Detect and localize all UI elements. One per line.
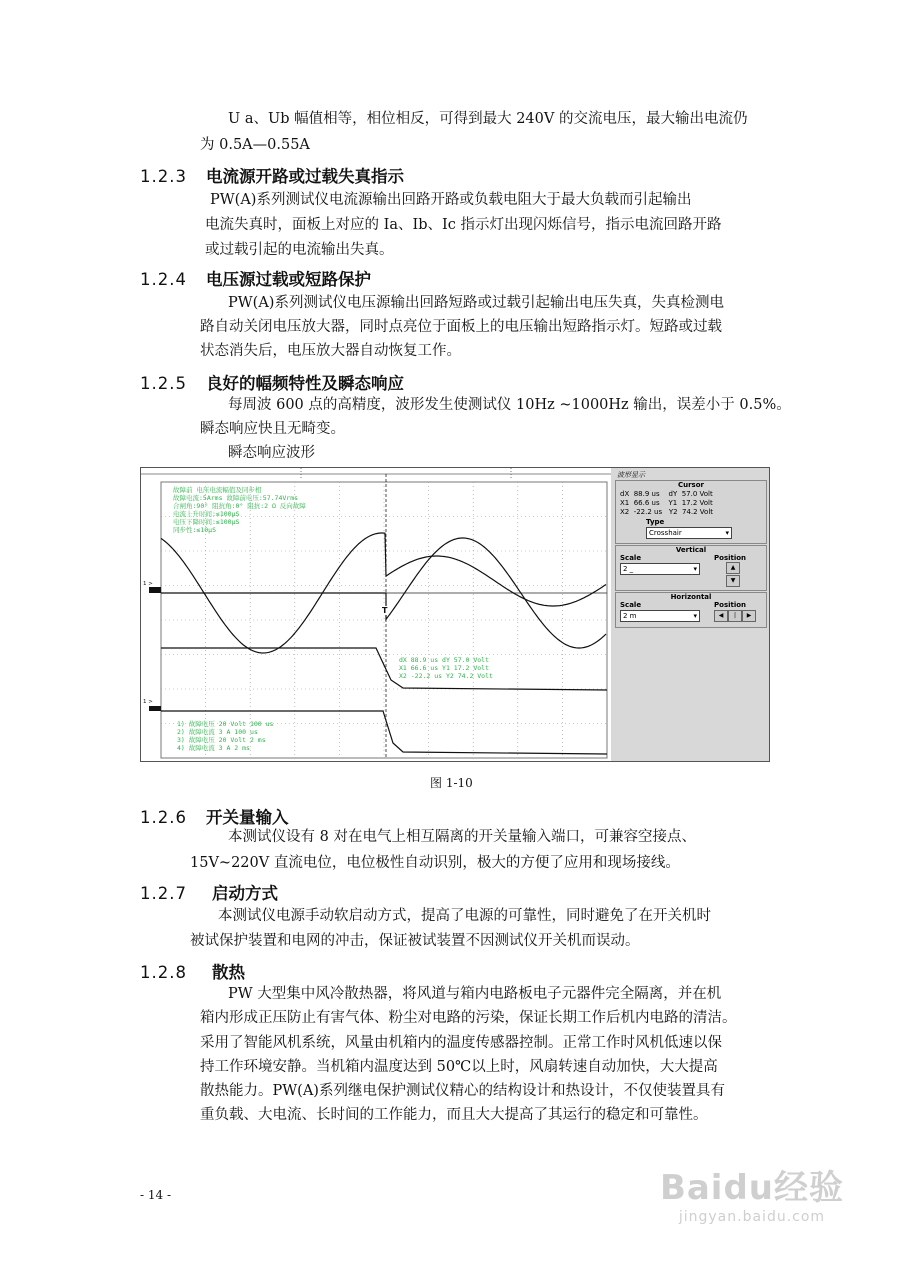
cursor-row: X2 -22.2 us Y2 74.2 Volt	[620, 508, 714, 516]
paragraph-line: 每周波 600 点的高精度，波形发生使测试仪 10Hz ~1000Hz 输出，误差小于 0.5%。	[228, 397, 791, 413]
cursor-row: X1 66.6 us Y1 17.2 Volt	[620, 499, 713, 507]
type-select[interactable]: Crosshair ▾	[646, 527, 732, 539]
scope-info-line: 同步性:≤10μS	[173, 526, 216, 534]
h-scale-select[interactable]: 2 m ▾	[620, 610, 700, 622]
scope-cursor-readout	[399, 656, 493, 680]
cursor-row: dX 88.9 us dY 57.0 Volt	[620, 490, 713, 498]
section-title: 电流源开路或过载失真指示	[206, 167, 404, 186]
scope-info-line: 故障前 电压电流幅值及同步相	[173, 486, 262, 494]
paragraph-line: 或过载引起的电流输出失真。	[205, 242, 394, 258]
section-title: 开关量输入	[206, 808, 289, 827]
section-heading-1-2-7	[140, 880, 278, 904]
paragraph-line: 瞬态响应波形	[228, 445, 315, 461]
v-scale-label: Scale	[620, 554, 642, 562]
paragraph-line: 散热能力。PW(A)系列继电保护测试仪精心的结构设计和热设计，不仅使装置具有	[200, 1083, 725, 1099]
section-title: 良好的幅频特性及瞬态响应	[206, 374, 404, 393]
paragraph-line: 15V~220V 直流电位，电位极性自动识别，极大的方便了应用和现场接线。	[190, 855, 680, 871]
paragraph-line: PW(A)系列测试仪电流源输出回路开路或负载电阻大于最大负载而引起输出	[210, 192, 692, 208]
h-scale-label: Scale	[620, 601, 642, 609]
paragraph-line: 箱内形成正压防止有害气体、粉尘对电路的污染，保证长期工作后机内电路的清洁。	[200, 1010, 737, 1026]
position-left-button[interactable]	[714, 610, 728, 622]
section-number: 1.2.4	[140, 270, 187, 289]
scope-info-line: 故障电流:5Arms 故障前电压:57.74Vrms	[173, 494, 299, 502]
readout-line: X1 66.6 us Y1 17.2 Volt	[399, 664, 490, 672]
arrow-down-icon: ▼	[730, 577, 736, 584]
vertical-section-title: Vertical	[675, 546, 707, 554]
paragraph-line: 瞬态响应快且无畸变。	[200, 421, 345, 437]
paragraph-line: 持工作环境安静。当机箱内温度达到 50℃以上时，风扇转速自动加快，大大提高	[200, 1059, 718, 1075]
paragraph-line: U a、Ub 幅值相等，相位相反，可得到最大 240V 的交流电压，最大输出电流仍	[228, 111, 748, 127]
section-heading-1-2-5	[140, 370, 404, 394]
paragraph-line: 状态消失后，电压放大器自动恢复工作。	[200, 343, 461, 359]
readout-line: dX 88.9 us dY 57.0 Volt	[399, 656, 490, 664]
section-title: 散热	[212, 963, 245, 982]
paragraph-line: 本测试仪电源手动软启动方式，提高了电源的可靠性，同时避免了在开关机时	[218, 908, 711, 924]
chevron-down-icon: ▾	[725, 529, 729, 537]
section-number: 1.2.7	[140, 884, 187, 903]
horizontal-section-title: Horizontal	[670, 593, 712, 601]
type-label: Type	[646, 518, 665, 526]
center-icon: |	[733, 612, 737, 619]
section-number: 1.2.6	[140, 808, 187, 827]
section-title: 电压源过载或短路保护	[206, 270, 371, 289]
scope-info-line: 电流上升时间:≤100μS	[173, 510, 240, 518]
chevron-down-icon: ▾	[693, 612, 697, 620]
paragraph-line: 为 0.5A—0.55A	[200, 137, 310, 153]
legend-entry: 1) 故障电压 20 Volt 100 us	[177, 720, 274, 728]
paragraph-line: 重负载、大电流、长时间的工作能力，而且大大提高了其运行的稳定和可靠性。	[200, 1107, 708, 1123]
watermark	[660, 1160, 844, 1225]
scope-control-panel	[611, 468, 769, 761]
section-number: 1.2.3	[140, 167, 187, 186]
vertical-section	[615, 545, 767, 591]
watermark-url: jingyan.baidu.com	[678, 1209, 826, 1225]
paragraph-line: 采用了智能风机系统，风量由机箱内的温度传感器控制。正常工作时风机低速以保	[200, 1035, 722, 1051]
h-position-label: Position	[714, 601, 747, 609]
paragraph-line: 被试保护装置和电网的冲击，保证被试装置不因测试仪开关机而误动。	[190, 933, 640, 949]
cursor-section	[615, 480, 767, 544]
horizontal-section	[615, 592, 767, 628]
channel-marker-label: 1 >	[143, 699, 153, 705]
trigger-marker[interactable]: T	[382, 606, 388, 615]
arrow-up-icon: ▲	[730, 564, 736, 571]
section-heading-1-2-4	[140, 266, 371, 290]
paragraph-line: PW(A)系列测试仪电压源输出回路短路或过载引起输出电压失真，失真检测电	[228, 295, 724, 311]
arrow-left-icon: ◀	[718, 612, 724, 619]
scope-legend	[177, 720, 273, 752]
paragraph-line: 路自动关闭电压放大器，同时点亮位于面板上的电压输出短路指示灯。短路或过载	[200, 319, 722, 335]
paragraph-line: 电流失真时，面板上对应的 Ia、Ib、Ic 指示灯出现闪烁信号，指示电流回路开路	[205, 217, 722, 233]
section-number: 1.2.8	[140, 963, 187, 982]
channel-marker-label: 1 >	[143, 581, 153, 587]
v-position-label: Position	[714, 554, 747, 562]
legend-entry: 3) 故障电压 20 Volt 2 ms	[177, 736, 266, 744]
watermark-logo: Baidu经验	[659, 1168, 844, 1208]
figure-caption: 图 1-10	[430, 776, 473, 790]
readout-line: X2 -22.2 us Y2 74.2 Volt	[399, 672, 493, 680]
position-center-button[interactable]	[728, 610, 742, 622]
section-heading-1-2-8	[140, 959, 245, 983]
position-down-button[interactable]	[726, 575, 740, 587]
legend-entry: 4) 故障电流 3 A 2 ms	[177, 744, 250, 752]
position-right-button[interactable]	[742, 610, 756, 622]
section-heading-1-2-3	[140, 163, 404, 187]
position-up-button[interactable]	[726, 562, 740, 574]
cursor-section-title: Cursor	[677, 481, 704, 489]
section-number: 1.2.5	[140, 374, 187, 393]
scope-info-line: 合闸角:90° 阻抗角:0° 阻抗:2 Ω 反向故障	[173, 502, 306, 510]
scope-info-block	[173, 486, 306, 534]
page-number: - 14 -	[140, 1188, 172, 1202]
section-title: 启动方式	[212, 884, 278, 903]
chevron-down-icon: ▾	[693, 565, 697, 573]
legend-entry: 2) 故障电流 3 A 100 us	[177, 728, 258, 736]
panel-title: 波形显示	[617, 471, 645, 479]
scope-info-line: 电压下降时间:≤100μS	[173, 518, 240, 526]
arrow-right-icon: ▶	[746, 612, 752, 619]
v-scale-select[interactable]: 2 _ ▾	[620, 563, 700, 575]
paragraph-line: PW 大型集中风冷散热器，将风道与箱内电路板电子元器件完全隔离，并在机	[228, 986, 722, 1002]
waveform-figure	[140, 467, 770, 762]
paragraph-line: 本测试仪设有 8 对在电气上相互隔离的开关量输入端口，可兼容空接点、	[228, 829, 696, 845]
